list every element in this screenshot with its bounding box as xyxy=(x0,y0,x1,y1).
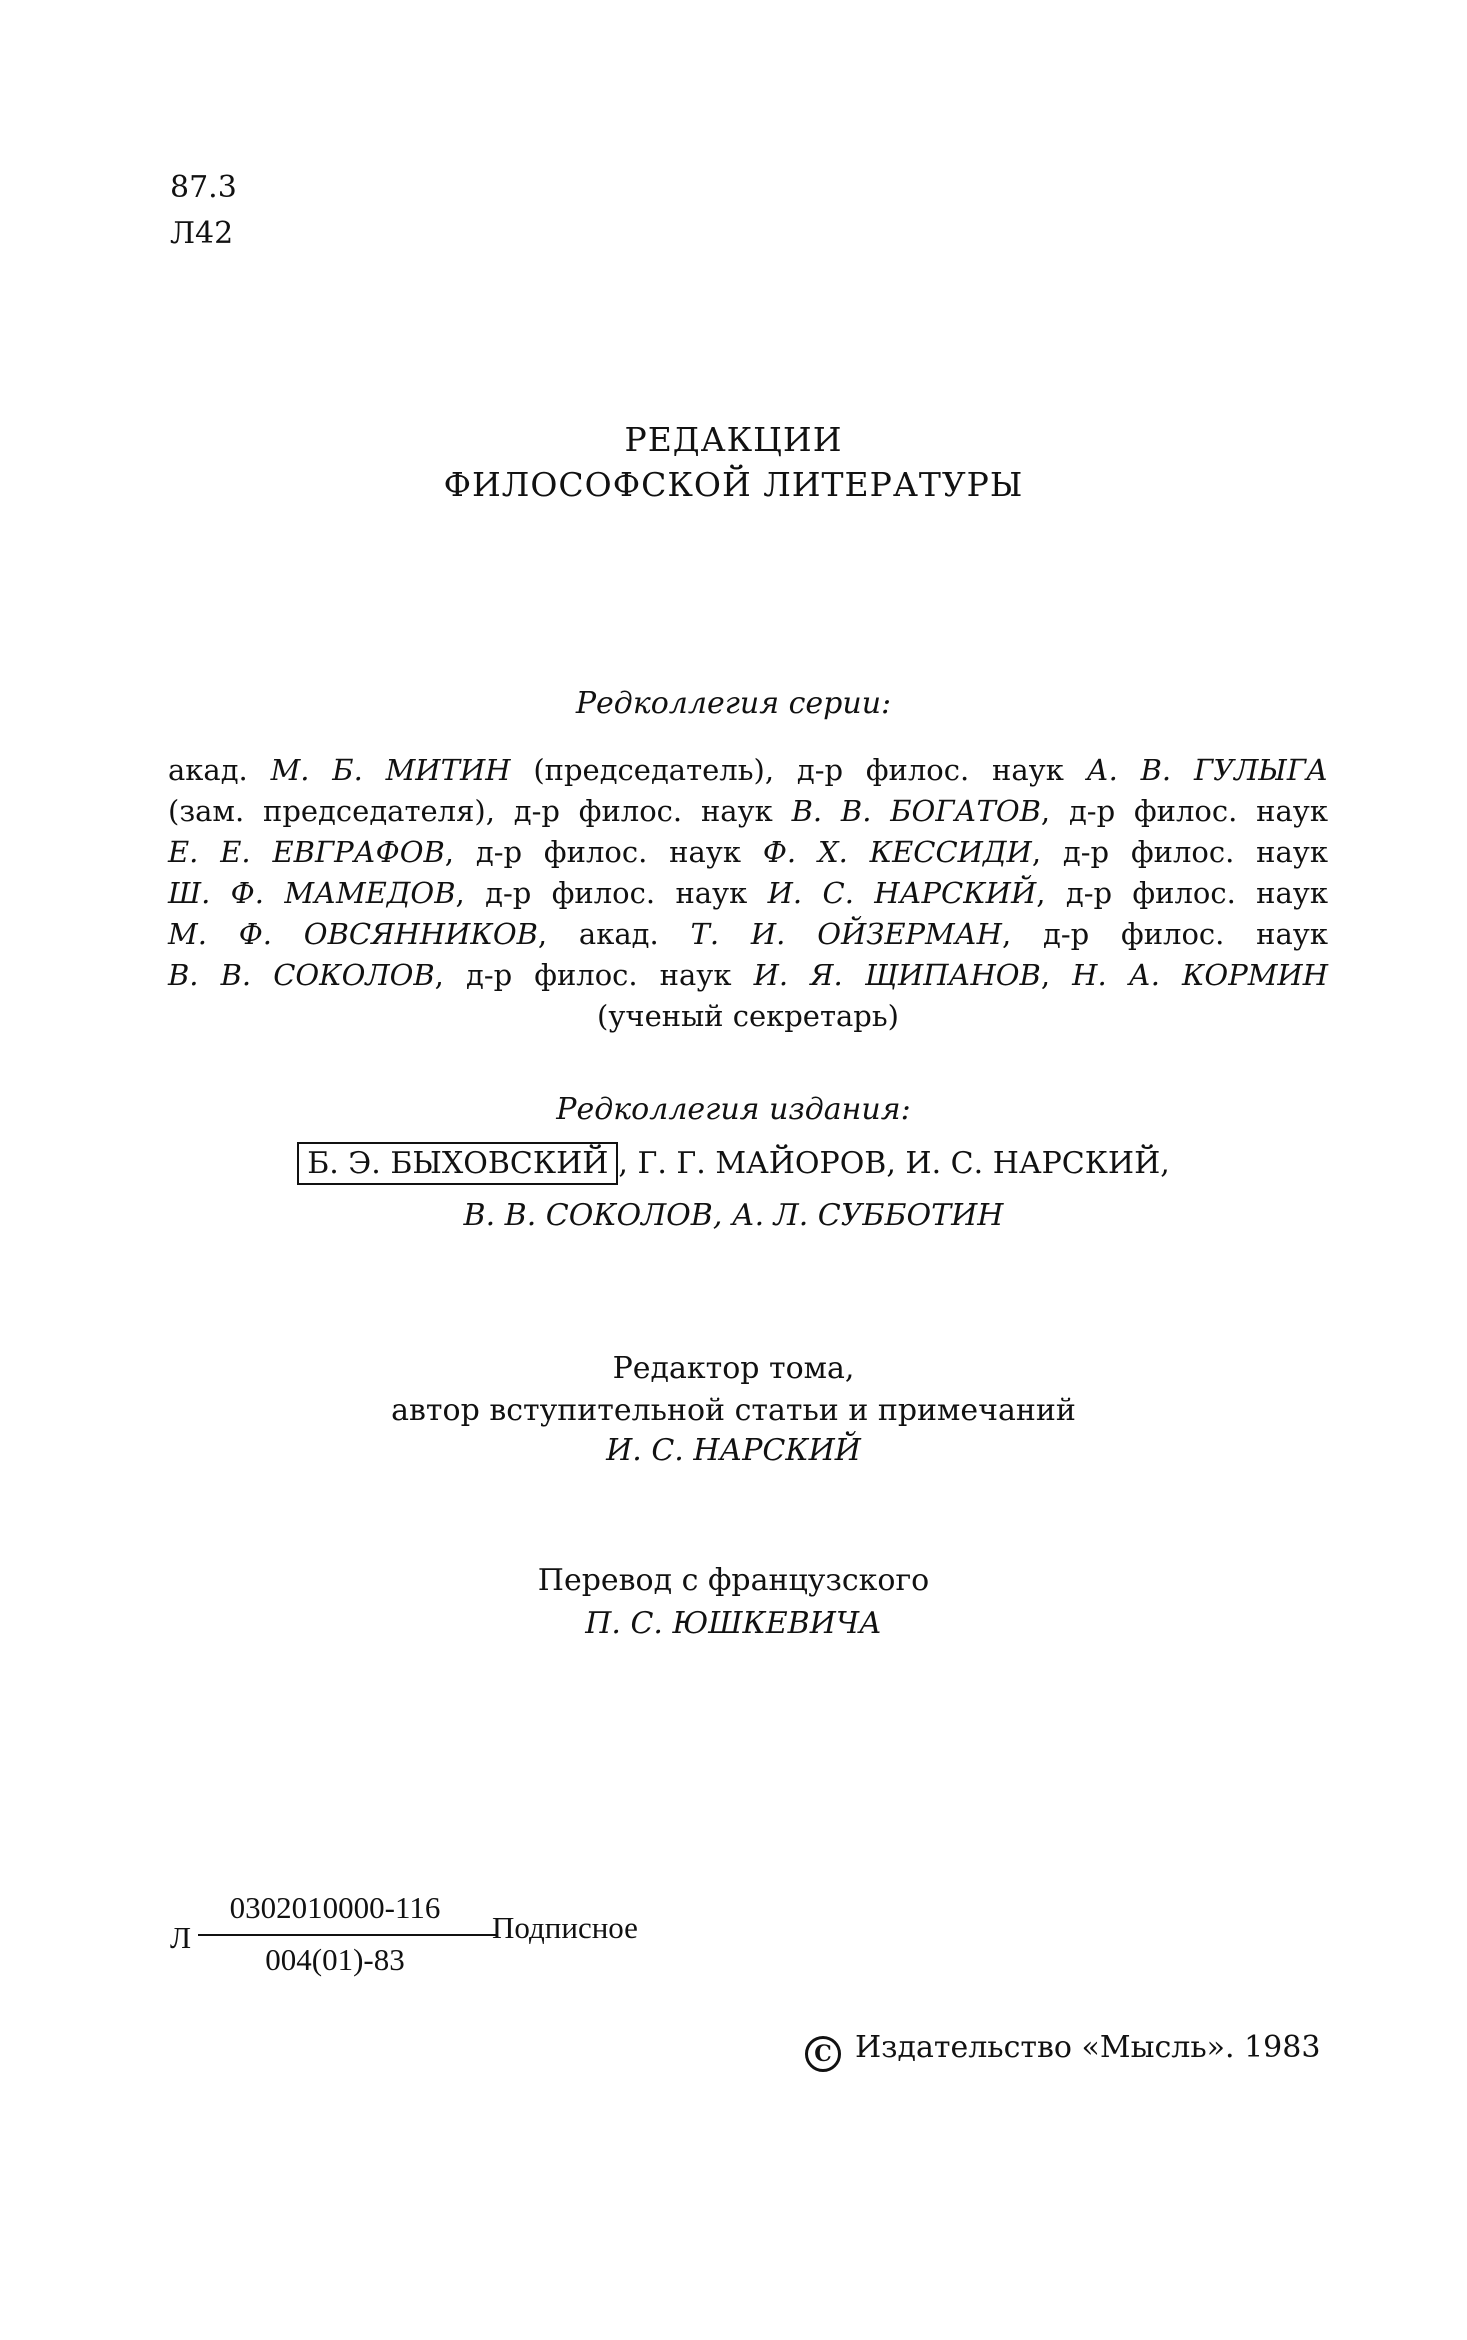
member-title: , д-р филос. наук xyxy=(1040,794,1328,828)
member-name: И. Я. ЩИПАНОВ xyxy=(753,958,1041,992)
member-title: , д-р филос. наук xyxy=(1031,835,1328,869)
volume-editor-name: И. С. НАРСКИЙ xyxy=(606,1433,861,1468)
edition-board-line1 xyxy=(0,1146,1467,1181)
catalog-numerator: 0302010000-116 xyxy=(229,1890,441,1925)
member-title: , д-р филос. наук xyxy=(434,958,754,992)
copyright-line xyxy=(805,2030,1320,2072)
member-name: М. Ф. ОВСЯННИКОВ xyxy=(168,917,538,951)
member-name: Е. Е. ЕВГРАФОВ xyxy=(168,835,445,869)
copyright-icon: C xyxy=(805,2036,841,2072)
member-title: , д-р филос. наук xyxy=(444,835,763,869)
member-name: И. С. НАРСКИЙ xyxy=(767,876,1037,910)
subscription-label: Подписное xyxy=(492,1910,638,1945)
division-title-line2: ФИЛОСОФСКОЙ ЛИТЕРАТУРЫ xyxy=(443,465,1024,504)
series-board-heading: Редколлегия серии: xyxy=(575,686,892,721)
member-name: Ш. Ф. МАМЕДОВ xyxy=(168,876,456,910)
series-board-line xyxy=(168,873,1328,914)
volume-editor-role: автор вступительной статьи и примечаний xyxy=(391,1393,1076,1428)
member-name: А. В. ГУЛЫГА xyxy=(1086,753,1328,787)
member-title: акад. xyxy=(168,753,271,787)
member-title: , xyxy=(1040,958,1073,992)
catalog-letter: Л xyxy=(170,1920,192,1955)
translator-name: П. С. ЮШКЕВИЧА xyxy=(585,1606,882,1641)
member-title: (ученый секретарь) xyxy=(597,999,899,1033)
series-board-line xyxy=(168,832,1328,873)
member-title: , акад. xyxy=(537,917,691,951)
series-board-line xyxy=(168,750,1328,791)
member-title: , д-р филос. наук xyxy=(455,876,768,910)
member-title: , д-р филос. наук xyxy=(1001,917,1328,951)
member-title: (зам. председателя), д-р филос. наук xyxy=(168,794,792,828)
catalog-denominator: 004(01)-83 xyxy=(265,1942,405,1977)
member-title: , д-р филос. наук xyxy=(1036,876,1328,910)
member-title: (председатель), д-р филос. наук xyxy=(510,753,1087,787)
classification-code: Л42 xyxy=(170,216,234,251)
library-classification xyxy=(170,165,237,257)
member-name: Н. А. КОРМИН xyxy=(1072,958,1328,992)
member-name: В. В. БОГАТОВ xyxy=(791,794,1041,828)
edition-board-heading: Редколлегия издания: xyxy=(556,1092,911,1127)
classification-index: 87.3 xyxy=(170,170,237,205)
member-name: М. Б. МИТИН xyxy=(270,753,511,787)
member-name: В. В. СОКОЛОВ xyxy=(168,958,435,992)
member-name: Т. И. ОЙЗЕРМАН xyxy=(690,917,1002,951)
boxed-name-memorial: Б. Э. БЫХОВСКИЙ xyxy=(297,1142,618,1185)
volume-editor-label: Редактор тома, xyxy=(612,1351,855,1386)
series-board-line xyxy=(168,791,1328,832)
copyright-text: Издательство «Мысль». 1983 xyxy=(855,2030,1321,2065)
fraction-bar xyxy=(198,1934,498,1936)
translation-label: Перевод с французского xyxy=(537,1563,930,1598)
member-name: Ф. Х. КЕССИДИ xyxy=(762,835,1032,869)
division-title-line1: РЕДАКЦИИ xyxy=(624,420,843,459)
series-board-line xyxy=(168,955,1328,996)
series-board-line xyxy=(168,914,1328,955)
series-board-line xyxy=(168,996,1328,1037)
series-board-members xyxy=(168,750,1328,1037)
edition-board-line1-rest: , Г. Г. МАЙОРОВ, И. С. НАРСКИЙ, xyxy=(618,1146,1170,1181)
edition-board-line2: В. В. СОКОЛОВ, А. Л. СУББОТИН xyxy=(463,1198,1004,1233)
